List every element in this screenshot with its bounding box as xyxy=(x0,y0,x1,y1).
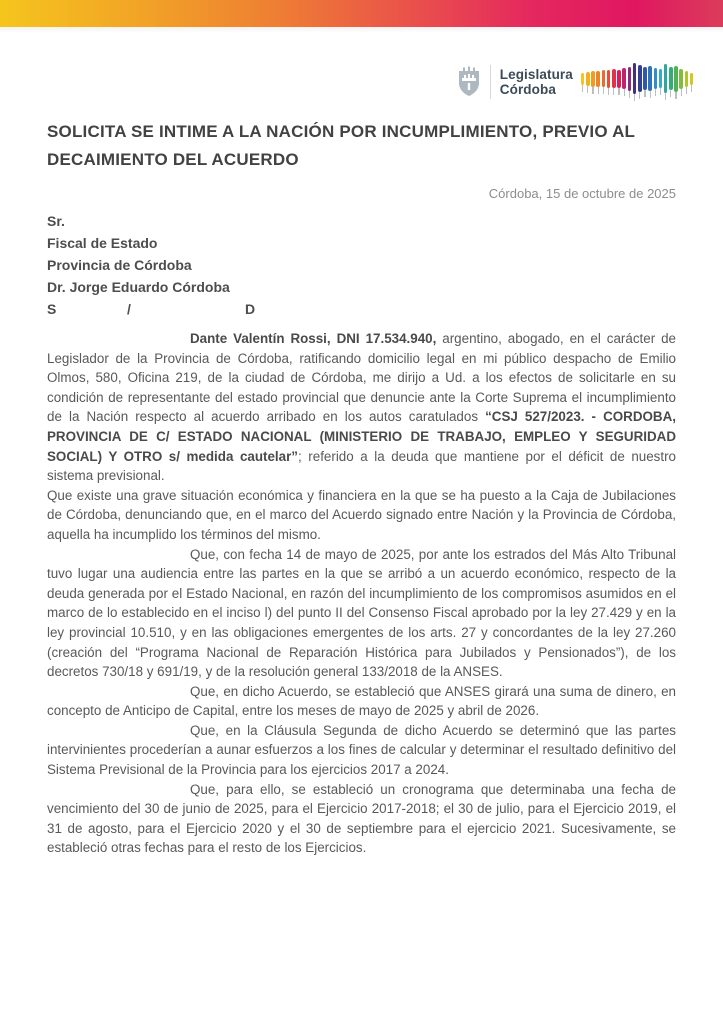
equalizer-bar xyxy=(612,69,616,95)
equalizer-bar xyxy=(690,73,694,92)
logo-divider xyxy=(490,65,491,99)
equalizer-bar xyxy=(685,71,689,94)
equalizer-bar xyxy=(669,67,673,97)
equalizer-bar xyxy=(659,69,663,95)
text-run: Que existe una grave situación económica y financiera en la que se ha puesto a la Caja de Jubilaciones de Córdoba, denunciando que, en el marco del Acuerdo signado entre Nación y la Provincia de Córdoba, aquella ha incumplido los términos del mismo. xyxy=(47,487,676,542)
equalizer-bar xyxy=(596,71,600,94)
body-paragraph xyxy=(47,682,676,721)
recipient-block xyxy=(47,210,676,298)
sd-s: S xyxy=(47,301,57,317)
bold-run: “CSJ 527/2023. - CORDOBA, PROVINCIA DE C/ ESTADO NACIONAL (MINISTERIO DE TRABAJO, EMPLEO Y SEGURIDAD SOCIAL) Y OTRO s/ medida cautelar” xyxy=(47,409,676,464)
text-run: Que, en la Cláusula Segunda de dicho Acuerdo se determinó que las partes intervinientes procederían a aunar esfuerzos a los fines de calcular y determinar el resultado definitivo del Sistema Previsional de la Provincia para los ejercicios 2017 a 2024. xyxy=(47,722,676,778)
document-title: SOLICITA SE INTIME A LA NACIÓN POR INCUMPLIMIENTO, PREVIO AL DECAIMIENTO DEL ACUERDO xyxy=(47,122,635,169)
recipient-line: Fiscal de Estado xyxy=(47,235,158,251)
header-gradient-shadow xyxy=(0,27,723,33)
equalizer-bar xyxy=(628,67,632,98)
equalizer-bar xyxy=(643,67,647,97)
equalizer-logo-icon xyxy=(581,52,695,112)
equalizer-bar xyxy=(679,69,683,96)
recipient-line: Provincia de Córdoba xyxy=(47,257,192,273)
body-paragraph xyxy=(47,545,676,682)
equalizer-bar xyxy=(633,63,637,101)
equalizer-bar xyxy=(622,68,626,96)
equalizer-bar xyxy=(648,66,652,98)
body-paragraph xyxy=(47,780,676,858)
equalizer-bar xyxy=(617,70,621,95)
equalizer-bar xyxy=(581,73,585,92)
equalizer-bar xyxy=(654,68,658,96)
logo-name-line2: Córdoba xyxy=(499,82,556,97)
equalizer-bar xyxy=(674,66,678,99)
text-run: Que, para ello, se estableció un cronograma que determinaba una fecha de vencimiento del 30 de junio de 2025, para el Ejercicio 2017-2018; el 30 de julio, para el Ejercicio 2019, el 31 de agosto, para el Ejercicio 2020 y el 30 de septiembre para el ejercicio 2021. Sucesivamente, se estableció otras fechas para el resto de los Ejercicios. xyxy=(47,781,676,856)
equalizer-bar xyxy=(607,70,611,95)
recipient-line: Dr. Jorge Eduardo Córdoba xyxy=(47,279,230,295)
logo-name-line1: Legislatura xyxy=(499,66,573,82)
letter-content xyxy=(47,118,676,858)
body-paragraph xyxy=(47,721,676,780)
body-paragraph xyxy=(47,329,676,486)
equalizer-bar xyxy=(638,65,642,99)
text-run: ; referido a la deuda que mantiene por el déficit de nuestro sistema previsional. xyxy=(47,448,676,484)
equalizer-bar xyxy=(664,64,668,100)
legislatura-cordoba-logo xyxy=(457,52,695,112)
equalizer-bar xyxy=(602,70,606,94)
equalizer-bar xyxy=(586,72,590,93)
cordoba-crest-icon xyxy=(457,66,481,98)
recipient-line: Sr. xyxy=(47,213,65,229)
bold-run: Dante Valentín Rossi, DNI 17.534.940, xyxy=(190,331,437,346)
text-run: argentino, abogado, en el carácter de Legislador de la Provincia de Córdoba, ratificando domicilio legal en mi público despacho de Emilio Olmos, 580, Oficina 219, de la ciudad de Córdoba, me dirijo a Ud. a los efectos de solicitarle en su condición de representante del estado provincial que denuncie ante la Corte Suprema el incumplimiento de la Nación respecto al acuerdo arribado en los autos caratulados xyxy=(47,331,676,425)
sd-d: D xyxy=(245,301,256,317)
logo-name xyxy=(500,67,573,98)
body-paragraph xyxy=(47,486,676,545)
document-body xyxy=(47,329,676,858)
text-run: Que, en dicho Acuerdo, se estableció que ANSES girará una suma de dinero, en concepto de Anticipo de Capital, entre los meses de mayo de 2025 y abril de 2026. xyxy=(47,683,676,719)
sd-slash: / xyxy=(127,301,131,317)
sd-line xyxy=(47,298,676,320)
header-gradient-bar xyxy=(0,0,723,27)
dateline: Córdoba, 15 de octubre de 2025 xyxy=(488,186,676,201)
text-run: Que, con fecha 14 de mayo de 2025, por ante los estrados del Más Alto Tribunal tuvo lugar una audiencia entre las partes en la que se arribó a un acuerdo económico, respecto de la deuda generada por el Estado Nacional, en razón del incumplimiento de los compromisos asumidos en el marco de lo establecido en el inciso l) del punto II del Consenso Fiscal aprobado por la ley 27.429 y en la ley provincial 10.510, y en las obligaciones emergentes de los arts. 27 y concordantes de la ley 27.260 (creación del “Programa Nacional de Reparación Histórica para Jubilados y Pensionados”), de los decretos 730/18 y 691/19, y de la resolución general 133/2018 de la ANSES. xyxy=(47,546,676,680)
equalizer-bar xyxy=(591,71,595,94)
